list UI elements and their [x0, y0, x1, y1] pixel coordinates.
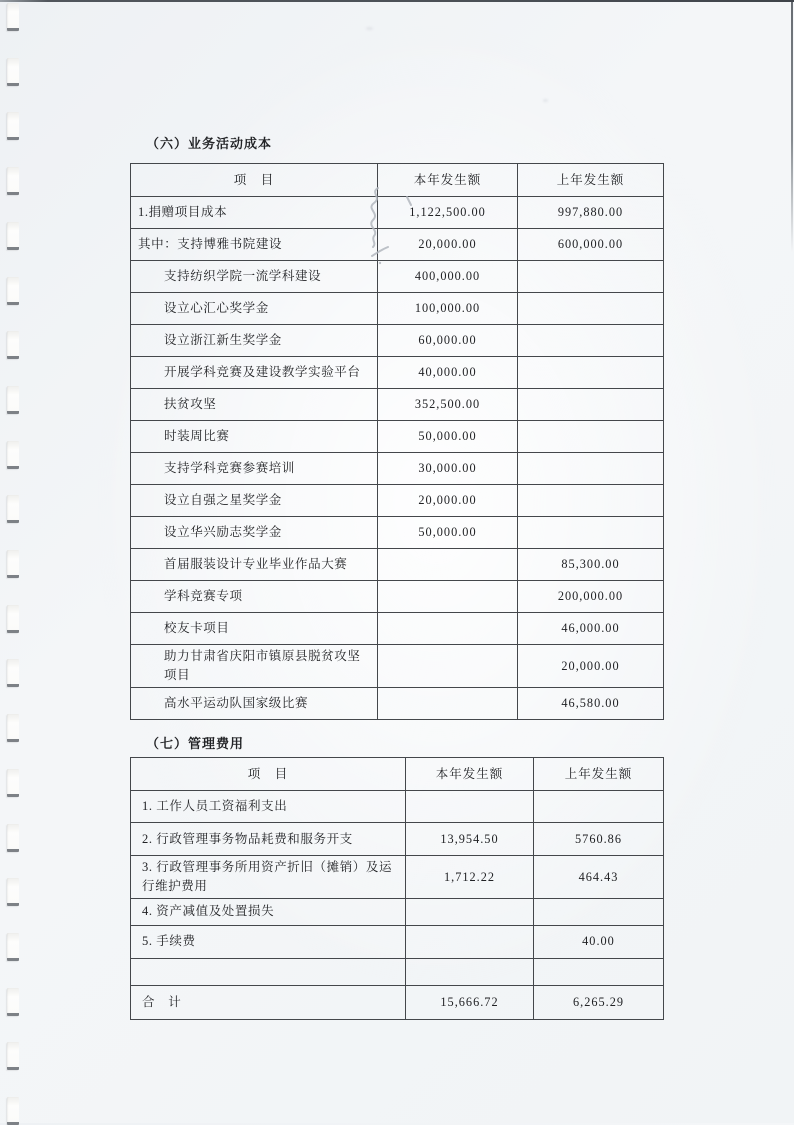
binder-hole	[7, 441, 19, 469]
item-cell: 时装周比赛	[131, 421, 378, 453]
item-cell	[131, 958, 406, 985]
table-row	[131, 925, 664, 958]
prior-year-amount-cell: 6,265.29	[534, 985, 664, 1019]
prior-year-amount-cell	[518, 485, 664, 517]
prior-year-amount-cell	[518, 261, 664, 293]
item-cell: 校友卡项目	[131, 613, 378, 645]
binder-hole	[7, 659, 19, 687]
binder-hole	[7, 1097, 19, 1125]
binder-hole	[7, 769, 19, 797]
current-year-amount-cell	[378, 613, 518, 645]
item-cell: 1. 工作人员工资福利支出	[131, 791, 406, 823]
prior-year-amount-cell	[534, 791, 664, 823]
binder-hole	[7, 714, 19, 742]
current-year-amount-cell: 1,712.22	[406, 856, 534, 899]
current-year-amount-cell	[378, 645, 518, 688]
prior-year-amount-cell: 997,880.00	[518, 197, 664, 229]
table-row	[131, 613, 664, 645]
binder-hole	[7, 550, 19, 578]
current-year-amount-cell: 60,000.00	[378, 325, 518, 357]
binder-hole	[7, 3, 19, 31]
item-cell: 助力甘肃省庆阳市镇原县脱贫攻坚项目	[131, 645, 378, 688]
table-row	[131, 958, 664, 985]
current-year-amount-cell: 50,000.00	[378, 421, 518, 453]
current-year-amount-cell: 15,666.72	[406, 985, 534, 1019]
column-header-current-year: 本年发生额	[378, 164, 518, 197]
table-row	[131, 645, 664, 688]
column-header-item: 项 目	[131, 164, 378, 197]
prior-year-amount-cell	[518, 421, 664, 453]
table-row	[131, 791, 664, 823]
item-cell: 首届服装设计专业毕业作品大赛	[131, 549, 378, 581]
prior-year-amount-cell: 20,000.00	[518, 645, 664, 688]
scan-right-edge-line	[791, 2, 793, 252]
scan-top-edge-line	[0, 0, 794, 2]
item-cell: 设立心汇心奖学金	[131, 293, 378, 325]
binder-hole	[7, 222, 19, 250]
prior-year-amount-cell	[518, 389, 664, 421]
column-header-item: 项 目	[131, 758, 406, 791]
table-row	[131, 823, 664, 856]
binder-hole	[7, 495, 19, 523]
binder-hole	[7, 988, 19, 1016]
current-year-amount-cell: 13,954.50	[406, 823, 534, 856]
table-row	[131, 856, 664, 899]
current-year-amount-cell	[406, 898, 534, 925]
item-cell: 扶贫攻坚	[131, 389, 378, 421]
table-row	[131, 293, 664, 325]
item-cell: 其中：支持博雅书院建设	[131, 229, 378, 261]
item-cell: 学科竞赛专项	[131, 581, 378, 613]
prior-year-amount-cell	[518, 325, 664, 357]
item-cell: 开展学科竞赛及建设教学实验平台	[131, 357, 378, 389]
item-cell: 设立华兴励志奖学金	[131, 517, 378, 549]
binder-hole	[7, 331, 19, 359]
prior-year-amount-cell: 40.00	[534, 925, 664, 958]
binder-hole	[7, 878, 19, 906]
management-expense-table	[130, 757, 664, 1020]
current-year-amount-cell: 30,000.00	[378, 453, 518, 485]
binder-hole	[7, 605, 19, 633]
prior-year-amount-cell	[534, 898, 664, 925]
table-row	[131, 687, 664, 719]
table-header-row	[131, 758, 664, 791]
current-year-amount-cell: 1,122,500.00	[378, 197, 518, 229]
binder-hole	[7, 824, 19, 852]
binder-hole	[7, 112, 19, 140]
item-cell: 2. 行政管理事务物品耗费和服务开支	[131, 823, 406, 856]
current-year-amount-cell	[378, 687, 518, 719]
prior-year-amount-cell: 5760.86	[534, 823, 664, 856]
table-row	[131, 985, 664, 1019]
prior-year-amount-cell: 46,580.00	[518, 687, 664, 719]
item-cell: 1.捐赠项目成本	[131, 197, 378, 229]
binder-hole	[7, 386, 19, 414]
binder-hole	[7, 58, 19, 86]
current-year-amount-cell	[406, 925, 534, 958]
table-row	[131, 485, 664, 517]
current-year-amount-cell	[406, 958, 534, 985]
section-title-management-expense: （七）管理费用	[146, 736, 245, 751]
table-row	[131, 517, 664, 549]
column-header-prior-year: 上年发生额	[534, 758, 664, 791]
scan-speck	[366, 27, 373, 30]
table-row	[131, 357, 664, 389]
current-year-amount-cell: 40,000.00	[378, 357, 518, 389]
prior-year-amount-cell: 46,000.00	[518, 613, 664, 645]
current-year-amount-cell: 20,000.00	[378, 229, 518, 261]
item-cell: 高水平运动队国家级比赛	[131, 687, 378, 719]
table-row	[131, 581, 664, 613]
table-row	[131, 389, 664, 421]
scan-speck	[543, 99, 548, 102]
section-title-business-activity-cost: （六）业务活动成本	[146, 136, 273, 151]
current-year-amount-cell	[378, 549, 518, 581]
table-row	[131, 898, 664, 925]
item-cell: 3. 行政管理事务所用资产折旧（摊销）及运行维护费用	[131, 856, 406, 899]
current-year-amount-cell: 20,000.00	[378, 485, 518, 517]
current-year-amount-cell: 400,000.00	[378, 261, 518, 293]
table-row	[131, 453, 664, 485]
prior-year-amount-cell: 464.43	[534, 856, 664, 899]
table-row	[131, 421, 664, 453]
prior-year-amount-cell	[518, 453, 664, 485]
item-cell: 支持学科竞赛参赛培训	[131, 453, 378, 485]
prior-year-amount-cell	[534, 958, 664, 985]
item-cell: 支持纺织学院一流学科建设	[131, 261, 378, 293]
binder-hole	[7, 167, 19, 195]
prior-year-amount-cell	[518, 357, 664, 389]
column-header-current-year: 本年发生额	[406, 758, 534, 791]
prior-year-amount-cell	[518, 293, 664, 325]
binder-hole	[7, 1042, 19, 1070]
prior-year-amount-cell: 600,000.00	[518, 229, 664, 261]
pen-scribble-mark	[360, 183, 420, 275]
item-cell: 设立自强之星奖学金	[131, 485, 378, 517]
current-year-amount-cell: 352,500.00	[378, 389, 518, 421]
current-year-amount-cell	[378, 581, 518, 613]
table-row	[131, 325, 664, 357]
prior-year-amount-cell: 200,000.00	[518, 581, 664, 613]
item-cell: 4. 资产减值及处置损失	[131, 898, 406, 925]
current-year-amount-cell: 100,000.00	[378, 293, 518, 325]
item-cell: 5. 手续费	[131, 925, 406, 958]
current-year-amount-cell: 50,000.00	[378, 517, 518, 549]
prior-year-amount-cell: 85,300.00	[518, 549, 664, 581]
table-row	[131, 549, 664, 581]
prior-year-amount-cell	[518, 517, 664, 549]
column-header-prior-year: 上年发生额	[518, 164, 664, 197]
item-cell: 合 计	[131, 985, 406, 1019]
current-year-amount-cell	[406, 791, 534, 823]
binder-hole	[7, 933, 19, 961]
item-cell: 设立浙江新生奖学金	[131, 325, 378, 357]
binder-hole	[7, 277, 19, 305]
